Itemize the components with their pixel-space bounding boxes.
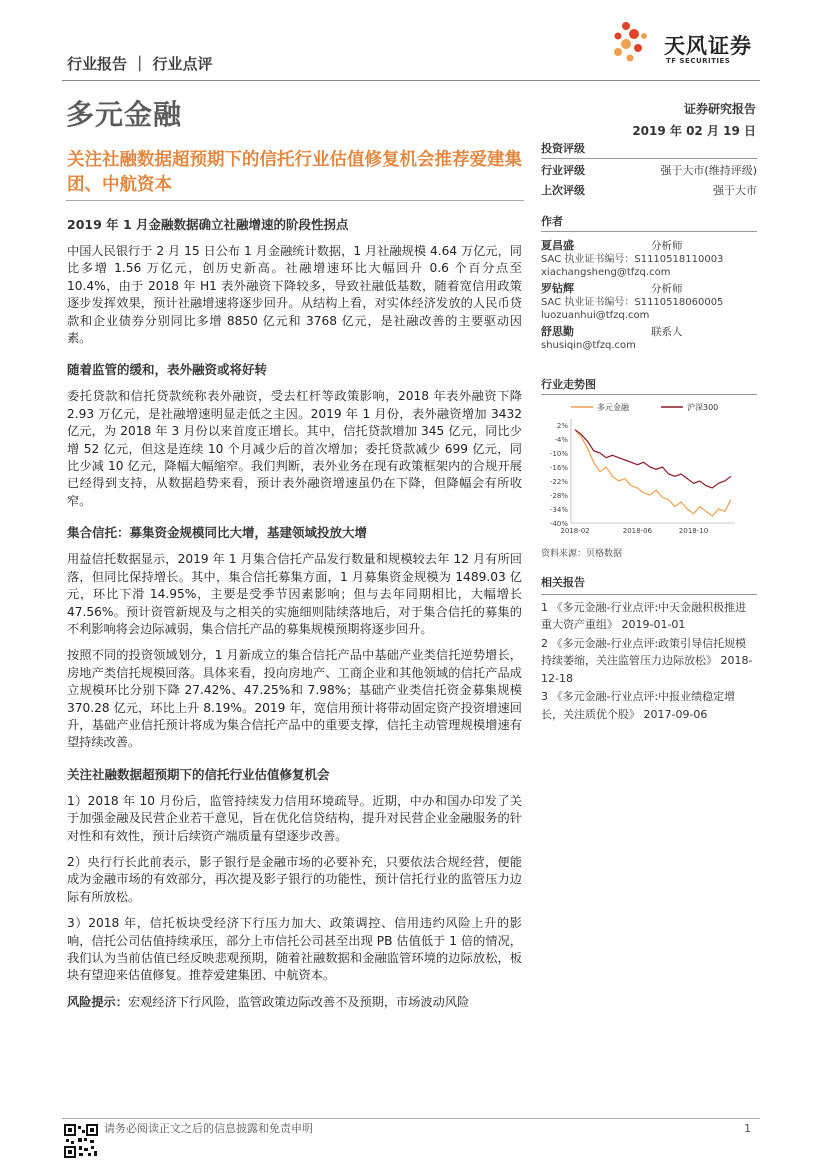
- risk-paragraph: [67, 994, 522, 1011]
- rating-heading: 投资评级: [541, 140, 757, 159]
- trend-chart-svg: [541, 395, 741, 540]
- author-role: 分析师: [651, 240, 683, 252]
- qr-code-icon: [64, 1124, 98, 1158]
- paragraph: 按照不同的投资领域划分，1 月新成立的集合信托产品中基础产业类信托逆势增长，房地产类信托规模回落。具体来看，投向房地产、工商企业和其他领域的信托产品成立规模环比分别下降 27.42%、47.25%和 7.98%；基础产业类信托资金募集规模 370.28 亿元，环比上升 8.19%。2019 年，宽信用预计将带动固定资产投资增速回升，基础产业信托预计将成为集合信托产品中的重要支撑，信托主动管理规模增速有望持续改善。: [67, 648, 522, 750]
- series-line-hushen300: [575, 430, 731, 488]
- logo-cn-text: 天风证券: [664, 34, 752, 58]
- main-content: [67, 216, 522, 1020]
- y-tick-label: 2%: [556, 422, 568, 430]
- paragraph: 2）央行行长此前表示，影子银行是金融市场的必要补充，只要依法合规经营，便能成为金融市场的有效部分，再次提及影子银行的功能性，预计信托行业的监管压力边际有所放松。: [67, 854, 522, 904]
- author-name: 夏昌盛: [541, 239, 574, 252]
- paragraph: 中国人民银行于 2 月 15 日公布 1 月金融统计数据，1 月社融规模 4.64 万亿元，同比多增 1.56 万亿元，创历史新高。社融增速环比大幅回升 0.6 个百分点至 10.4%，由于 2018 年 H1 表外融资下降较多，导致社融低基数，随着宽信用政策逐步发挥效果，预计社融增速将逐步回升。从结构上看，对实体经济发放的人民币贷款和企业债券分别同比多增 8850 亿元和 3768 亿元，是社融改善的主要驱动因素。: [67, 244, 522, 346]
- y-tick-label: -40%: [549, 520, 568, 528]
- y-tick-label: -22%: [549, 478, 568, 486]
- section-heading: 集合信托：募集资金规模同比大增，基建领域投放大增: [67, 525, 368, 541]
- related-report-item[interactable]: 3 《多元金融-行业点评:中报业绩稳定增长，关注质优个股》 2017-09-06: [541, 690, 736, 721]
- risk-text: 宏观经济下行风险，监管政策边际改善不及预期，市场波动风险: [127, 994, 470, 1009]
- author-row: [541, 282, 757, 296]
- related-reports-panel: [541, 574, 757, 724]
- risk-lead: 风险提示：: [67, 994, 128, 1009]
- author-heading: 作者: [541, 213, 757, 232]
- author-role: 联系人: [651, 326, 683, 338]
- logo-mark-icon: [604, 14, 664, 70]
- rating-panel: [541, 140, 757, 201]
- chart-source: 资料来源：贝格数据: [541, 549, 623, 559]
- industry-rating-row: [541, 161, 757, 181]
- report-category: 行业报告 ｜ 行业点评: [67, 55, 213, 73]
- author-email[interactable]: luozuanhui@tfzq.com: [541, 310, 650, 321]
- y-tick-label: -10%: [549, 450, 568, 458]
- section-heading: 随着监管的缓和，表外融资或将好转: [67, 362, 268, 378]
- page-number: 1: [744, 1122, 751, 1135]
- title-divider: [66, 200, 524, 201]
- trend-panel: [541, 376, 757, 395]
- logo-en-text: TF SECURITIES: [666, 57, 731, 65]
- legend-label: 沪深300: [687, 403, 719, 412]
- last-rating-value: 强于大市: [713, 184, 757, 197]
- author-row: [541, 239, 757, 253]
- x-tick-label: 2018-10: [678, 527, 709, 535]
- paragraph: 用益信托数据显示，2019 年 1 月集合信托产品发行数量和规模较去年 12 月有所回落，但同比保持增长。其中，集合信托募集方面，1 月募集资金规模为 1489.03 亿元，环比下滑 14.95%，主要是受季节因素影响；但与去年同期相比，大幅增长 47.56%。预计资管新规及与之相关的实施细则陆续落地后，对于集合信托的募集的不利影响将会边际减弱，集合信托产品的募集规模预期将逐步回升。: [67, 552, 522, 636]
- author-email[interactable]: shusiqin@tfzq.com: [541, 340, 636, 351]
- footer-disclaimer: 请务必阅读正文之后的信息披露和免责申明: [104, 1122, 313, 1135]
- report-date: 2019 年 02 月 19 日: [632, 124, 756, 138]
- y-tick-label: -34%: [549, 506, 568, 514]
- related-report-item[interactable]: 2 《多元金融-行业点评:政策引导信托规模持续萎缩，关注监管压力边际放松》 2018-12-18: [541, 636, 753, 685]
- author-name: 罗钻辉: [541, 282, 574, 295]
- y-tick-label: -28%: [549, 492, 568, 500]
- last-rating-row: [541, 181, 757, 201]
- last-rating-label: 上次评级: [541, 184, 585, 197]
- related-heading: 相关报告: [541, 574, 757, 595]
- sector-title: 多元金融: [66, 98, 183, 131]
- author-sac: SAC 执业证书编号：S1110518060005: [541, 297, 724, 308]
- author-role: 分析师: [651, 283, 683, 295]
- x-tick-label: 2018-06: [622, 527, 653, 535]
- author-email[interactable]: xiachangsheng@tfzq.com: [541, 267, 671, 278]
- section-heading: 2019 年 1 月金融数据确立社融增速的阶段性拐点: [67, 217, 349, 232]
- footer-divider: [62, 1118, 760, 1119]
- author-name: 舒思勤: [541, 325, 574, 338]
- section-heading: 关注社融数据超预期下的信托行业估值修复机会: [67, 766, 330, 782]
- paragraph: 1）2018 年 10 月份后，监管持续发力信用环境疏导。近期，中办和国办印发了关于加强金融及民营企业若干意见，旨在优化信贷结构，提升对民营企业金融服务的针对性和有效性，预计后续资产端质量有望逐步改善。: [67, 793, 522, 843]
- paragraph: 委托贷款和信托贷款统称表外融资，受去杠杆等政策影响，2018 年表外融资下降 2.93 万亿元，是社融增速明显走低之主因。2019 年 1 月份，表外融资增加 3432 亿元，为 2018 年 3 月份以来首度正增长。其中，信托贷款增加 345 亿元，同比少增 52 亿元，但这是连续 10 个月减少后的首次增加；委托贷款减少 699 亿元，同比少减 10 亿元，降幅大幅缩窄。我们判断，表外业务在现有政策框架内的合规开展已经得到支持，从数据趋势来看，预计表外融资增速虽仍在下降，但降幅会有所收窄。: [67, 389, 522, 508]
- paragraph: 3）2018 年，信托板块受经济下行压力加大、政策调控、信用违约风险上升的影响，信托公司估值持续承压，部分上市信托公司甚至出现 PB 估值低于 1 倍的情况，我们认为当前估值已经反映悲观预期，随着社融数据和金融监管环境的边际放松，板块有望迎来估值修复。推荐爱建集团、中航资本。: [67, 916, 522, 983]
- y-tick-label: -16%: [549, 464, 568, 472]
- series-line-duoyuan-jinrong: [575, 430, 731, 516]
- author-sac: SAC 执业证书编号：S1110518110003: [541, 254, 724, 265]
- industry-rating-label: 行业评级: [541, 164, 585, 177]
- trend-heading: 行业走势图: [541, 376, 757, 395]
- author-row: [541, 325, 757, 339]
- related-report-item[interactable]: 1 《多元金融-行业点评:中天金融积极推进重大资产重组》 2019-01-01: [541, 600, 747, 631]
- report-title: 关注社融数据超预期下的信托行业估值修复机会推荐爱建集团、中航资本: [67, 150, 522, 195]
- y-tick-label: -4%: [554, 436, 568, 444]
- trend-chart: [541, 395, 741, 540]
- header-divider: [62, 80, 760, 81]
- x-tick-label: 2018-02: [560, 527, 590, 535]
- report-type: 证券研究报告: [683, 102, 756, 116]
- industry-rating-value: 强于大市(维持评级): [660, 164, 757, 177]
- authors-panel: [541, 213, 757, 352]
- legend-label: 多元金融: [597, 403, 629, 412]
